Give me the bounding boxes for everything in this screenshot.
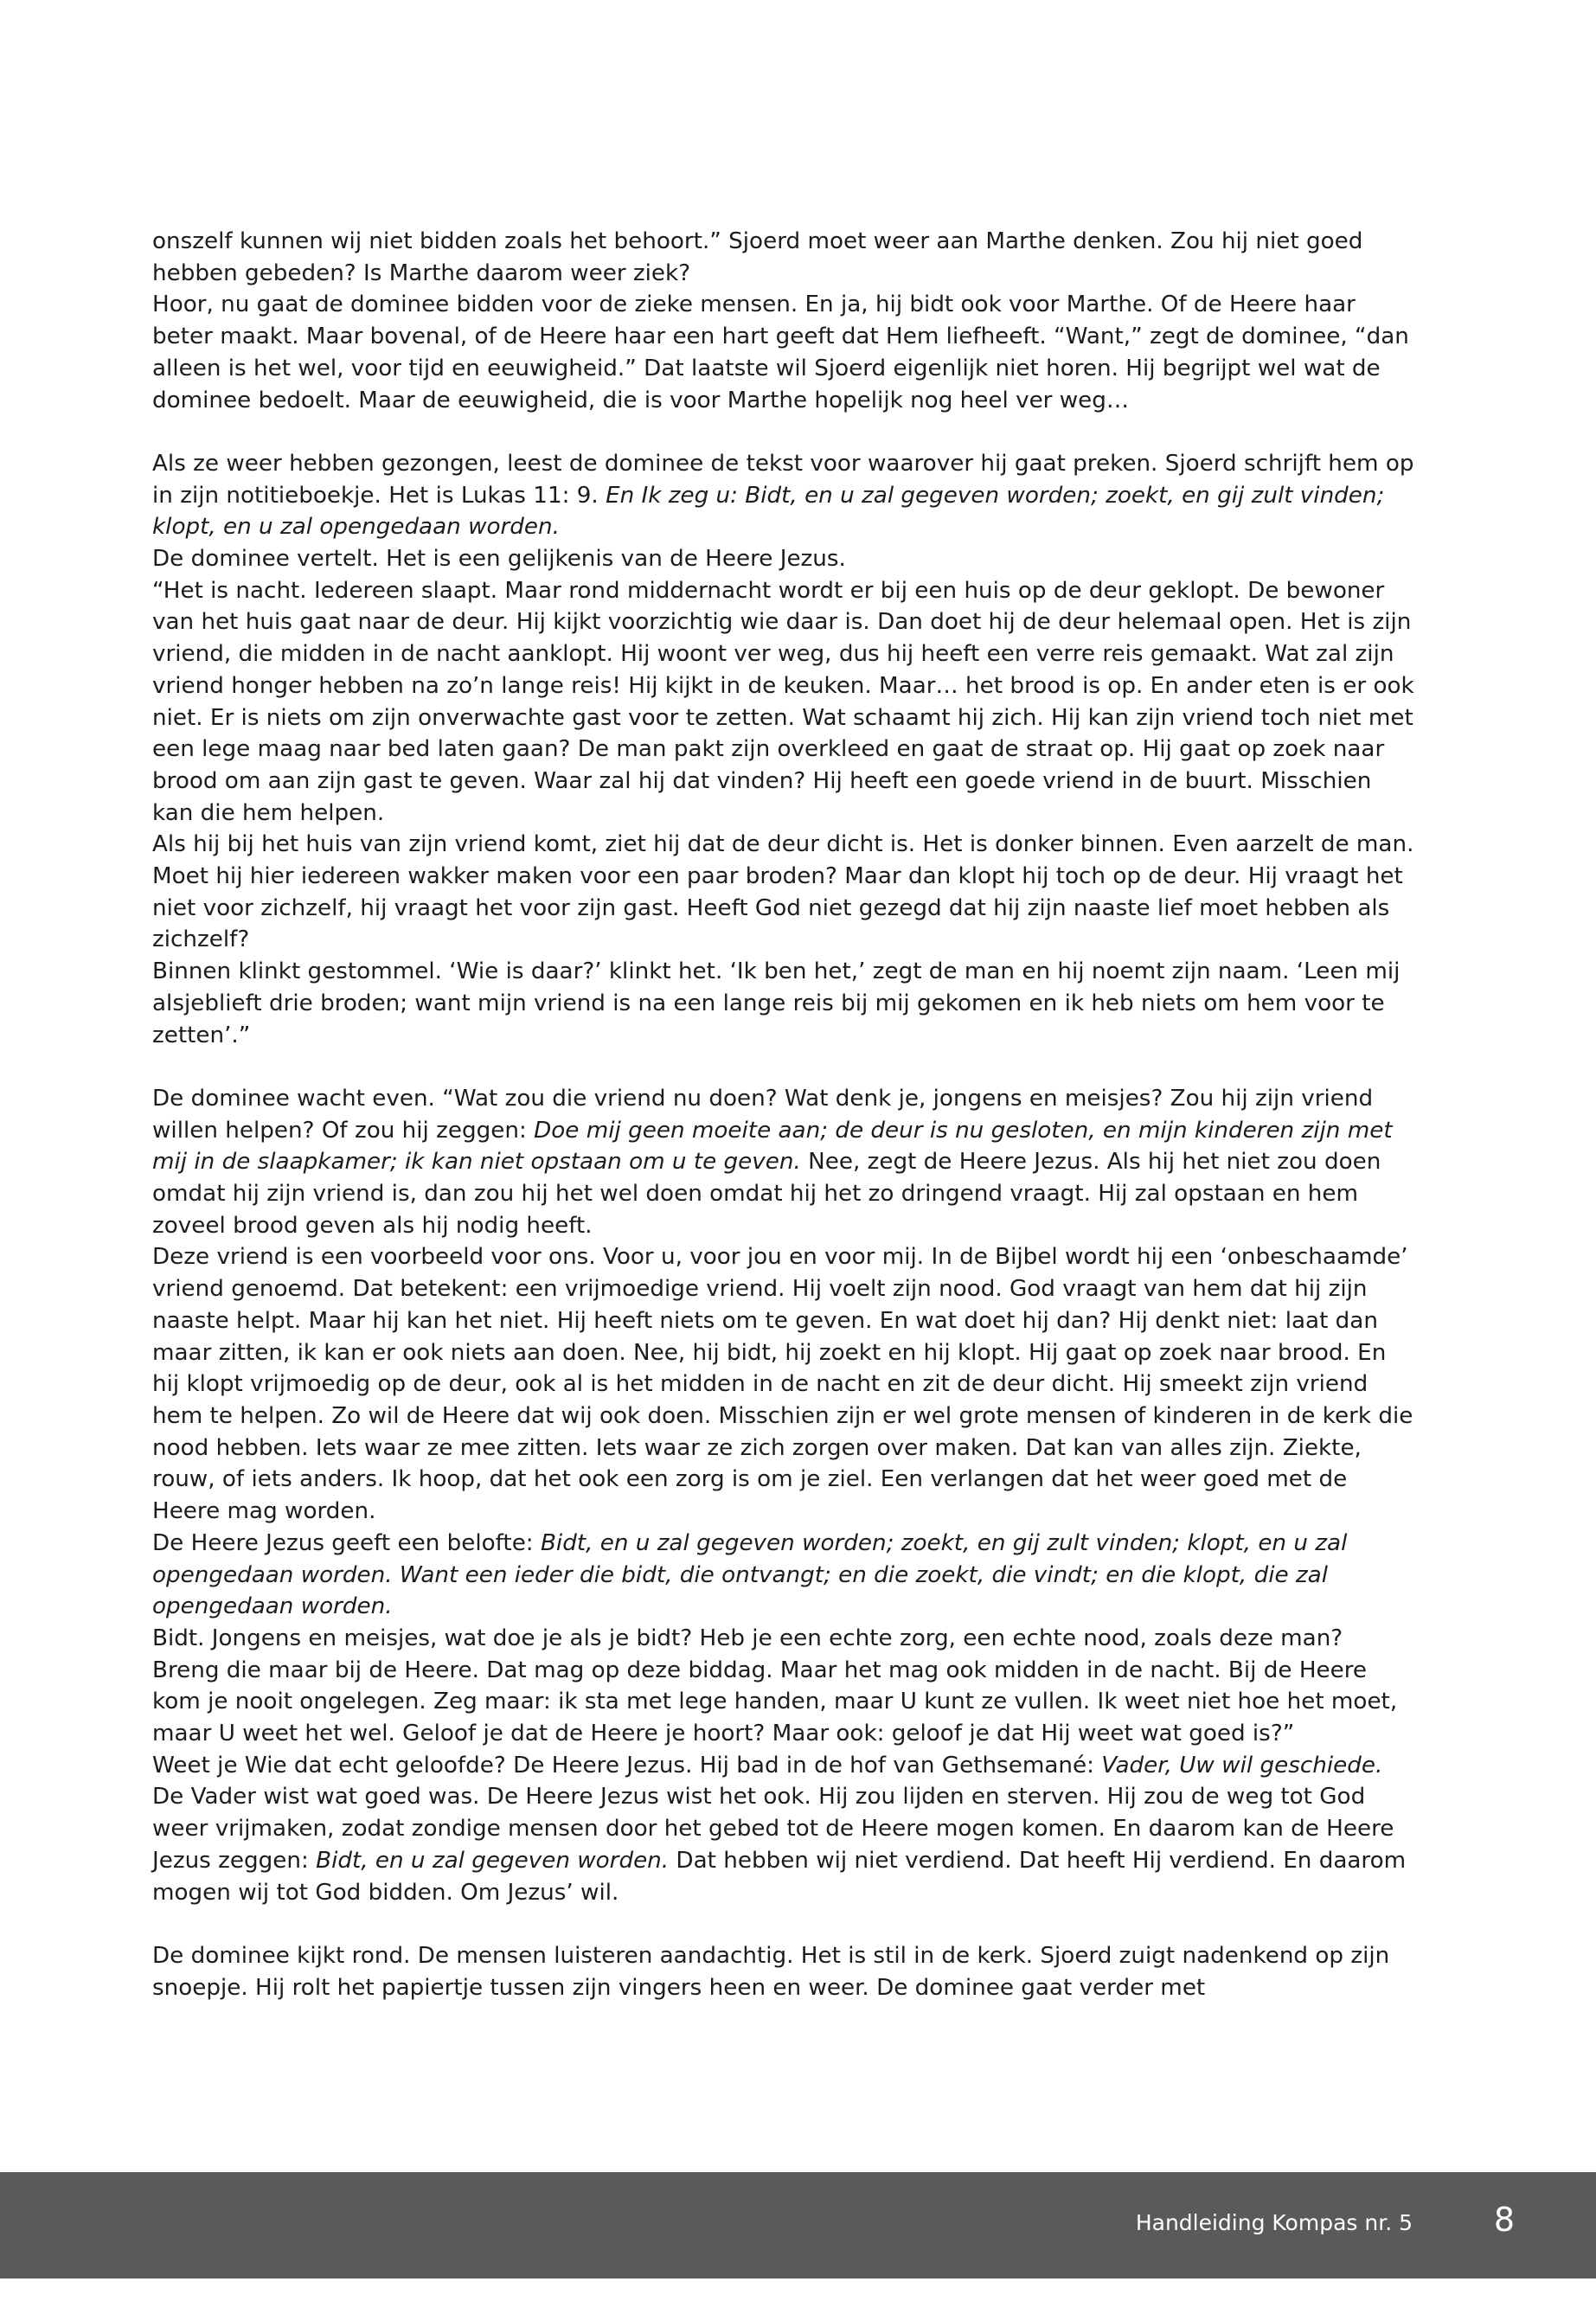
scripture-quote: Doe mij geen moeite aan; de deur is nu gesloten, en mijn kinderen zijn met mij in de slaapkamer; ik kan niet opstaan om u te geven. (152, 1117, 1400, 1176)
paragraph (152, 1528, 1415, 1623)
text-run: Dat hebben wij niet verdiend. Dat heeft Hij verdiend. En daarom mogen wij tot God bidden. Om Jezus’ wil. (152, 1847, 1413, 1906)
paragraph (152, 289, 1415, 416)
paragraph (152, 956, 1415, 1051)
paragraph (152, 543, 1415, 575)
text-run: De Vader wist wat goed was. De Heere Jezus wist het ook. Hij zou lijden en sterven. Hij zou de weg tot God weer vrijmaken, zodat zondige mensen door het gebed tot de Heere mogen komen. En daarom kan de Heere Jezus zeggen: (152, 1752, 1401, 1874)
text-run: Deze vriend is een voorbeeld voor ons. Voor u, voor jou en voor mij. In de Bijbel wordt hij een ‘onbeschaamde’ vriend genoemd. Dat betekent: een vrijmoedige vriend. Hij voelt zijn nood. God vraagt van hem dat hij zijn naaste helpt. Maar hij kan het niet. Hij heeft niets om te geven. En wat doet hij dan? Hij denkt niet: laat dan maar zitten, ik kan er ook niets aan doen. Nee, hij bidt, hij zoekt en hij klopt. Hij gaat op zoek naar brood. En hij klopt vrijmoedig op de deur, ook al is het midden in de nacht en zit de deur dicht. Hij smeekt zijn vriend hem te helpen. Zo wil de Heere dat wij ook doen. Misschien zijn er wel grote mensen of kinderen in de kerk die nood hebben. Iets waar ze mee zitten. Iets waar ze zich zorgen over maken. Dat kan van alles zijn. Ziekte, rouw, of iets anders. Ik hoop, dat het ook een zorg is om je ziel. Een verlangen dat het weer goed met de Heere mag worden. (152, 1244, 1420, 1525)
text-run: Nee, zegt de Heere Jezus. Als hij het niet zou doen omdat hij zijn vriend is, dan zou hij het wel doen omdat hij het zo dringend vraagt. Hij zal opstaan en hem zoveel brood geven als hij nodig heeft. (152, 1149, 1388, 1239)
text-run: Hoor, nu gaat de dominee bidden voor de zieke mensen. En ja, hij bidt ook voor Marthe. Of de Heere haar beter maakt. Maar bovenal, of de Heere haar een hart geeft dat Hem liefheeft. “Want,” zegt de dominee, “dan alleen is het wel, voor tijd en eeuwigheid.” Dat laatste wil Sjoerd eigenlijk niet horen. Hij begrijpt wel wat de dominee bedoelt. Maar de eeuwigheid, die is voor Marthe hopelijk nog heel ver weg… (152, 292, 1417, 413)
text-run: Bidt. Jongens en meisjes, wat doe je als je bidt? Heb je een echte zorg, een echte nood, zoals deze man? Breng die maar bij de Heere. Dat mag op deze biddag. Maar het mag ook midden in de nacht. Bij de Heere kom je nooit ongelegen. Zeg maar: ik sta met lege handen, maar U kunt ze vullen. Ik weet niet hoe het moet, maar U weet het wel. Geloof je dat de Heere je hoort? Maar ook: geloof je dat Hij weet wat goed is?” (152, 1625, 1405, 1747)
paragraph-spacer (152, 1051, 1415, 1083)
paragraph (152, 1241, 1420, 1527)
scripture-quote: En Ik zeg u: Bidt, en u zal gegeven worden; zoekt, en gij zult vinden; klopt, en u zal opengedaan worden. (152, 482, 1392, 541)
text-run: Binnen klinkt gestommel. ‘Wie is daar?’ klinkt het. ‘Ik ben het,’ zegt de man en hij noemt zijn naam. ‘Leen mij alsjeblieft drie broden; want mijn vriend is na een lange reis bij mij gekomen en ik heb niets om hem voor te zetten’.” (152, 958, 1407, 1048)
scripture-quote: Vader, Uw wil geschiede. (1101, 1752, 1383, 1779)
body-text (152, 226, 1422, 2003)
paragraph (152, 1940, 1415, 2003)
text-run: Als ze weer hebben gezongen, leest de dominee de tekst voor waarover hij gaat preken. Sjoerd schrijft hem op in zijn notitieboekje. Het is Lukas 11: 9. (152, 450, 1421, 509)
scripture-quote: Bidt, en u zal gegeven worden; zoekt, en gij zult vinden; klopt, en u zal opengedaan worden. Want een ieder die bidt, die ontvangt; en die zoekt, die vindt; en die klopt, die zal opengedaan worden. (152, 1529, 1355, 1620)
paragraph (152, 448, 1421, 543)
paragraph (152, 829, 1421, 956)
text-run: De dominee kijkt rond. De mensen luisteren aandachtig. Het is stil in de kerk. Sjoerd zuigt nadenkend op zijn snoepje. Hij rolt het papiertje tussen zijn vingers heen en weer. De dominee gaat verder met (152, 1942, 1397, 2001)
text-run: Als hij bij het huis van zijn vriend komt, ziet hij dat de deur dicht is. Het is donker binnen. Even aarzelt de man. Moet hij hier iedereen wakker maken voor een paar broden? Maar dan klopt hij toch op de deur. Hij vraagt het niet voor zichzelf, hij vraagt het voor zijn gast. Heeft God niet gezegd dat hij zijn naaste lief moet hebben als zichzelf? (152, 831, 1421, 953)
paragraph-spacer (152, 1908, 1415, 1940)
paragraph-spacer (152, 416, 1415, 448)
text-run: onszelf kunnen wij niet bidden zoals het behoort.” Sjoerd moet weer aan Marthe denken. Zou hij niet goed hebben gebeden? Is Marthe daarom weer ziek? (152, 228, 1370, 286)
text-run: De Heere Jezus geeft een belofte: (152, 1529, 541, 1556)
paragraph (152, 1083, 1415, 1242)
page-number: 8 (1493, 2201, 1515, 2239)
paragraph (152, 575, 1422, 830)
footer-title: Handleiding Kompas nr. 5 (1135, 2210, 1413, 2235)
page-footer (0, 2172, 1596, 2279)
text-run: De dominee vertelt. Het is een gelijkenis van de Heere Jezus. (152, 546, 846, 573)
paragraph (152, 1750, 1415, 1909)
text-run: De dominee wacht even. “Wat zou die vriend nu doen? Wat denk je, jongens en meisjes? Zou hij zijn vriend willen helpen? Of zou hij zeggen: (152, 1085, 1381, 1144)
text-run: “Het is nacht. Iedereen slaapt. Maar rond middernacht wordt er bij een huis op de deur geklopt. De bewoner van het huis gaat naar de deur. Hij kijkt voorzichtig wie daar is. Dan doet hij de deur helemaal open. Het is zijn vriend, die midden in de nacht aanklopt. Hij woont ver weg, dus hij heeft een verre reis gemaakt. Wat zal zijn vriend honger hebben na zo’n lange reis! Hij kijkt in de keuken. Maar… het brood is op. En ander eten is er ook niet. Er is niets om zijn onverwachte gast voor te zetten. Wat schaamt hij zich. Hij kan zijn vriend toch niet met een lege maag naar bed laten gaan? De man pakt zijn overkleed en gaat de straat op. Hij gaat op zoek naar brood om aan zijn gast te geven. Waar zal hij dat vinden? Hij heeft een goede vriend in de buurt. Misschien kan die hem helpen. (152, 577, 1422, 826)
scripture-quote: Bidt, en u zal gegeven worden. (316, 1847, 670, 1874)
text-run: Weet je Wie dat echt geloofde? De Heere Jezus. Hij bad in de hof van Gethsemané: (152, 1752, 1102, 1779)
paragraph (152, 226, 1415, 289)
paragraph (152, 1623, 1415, 1750)
